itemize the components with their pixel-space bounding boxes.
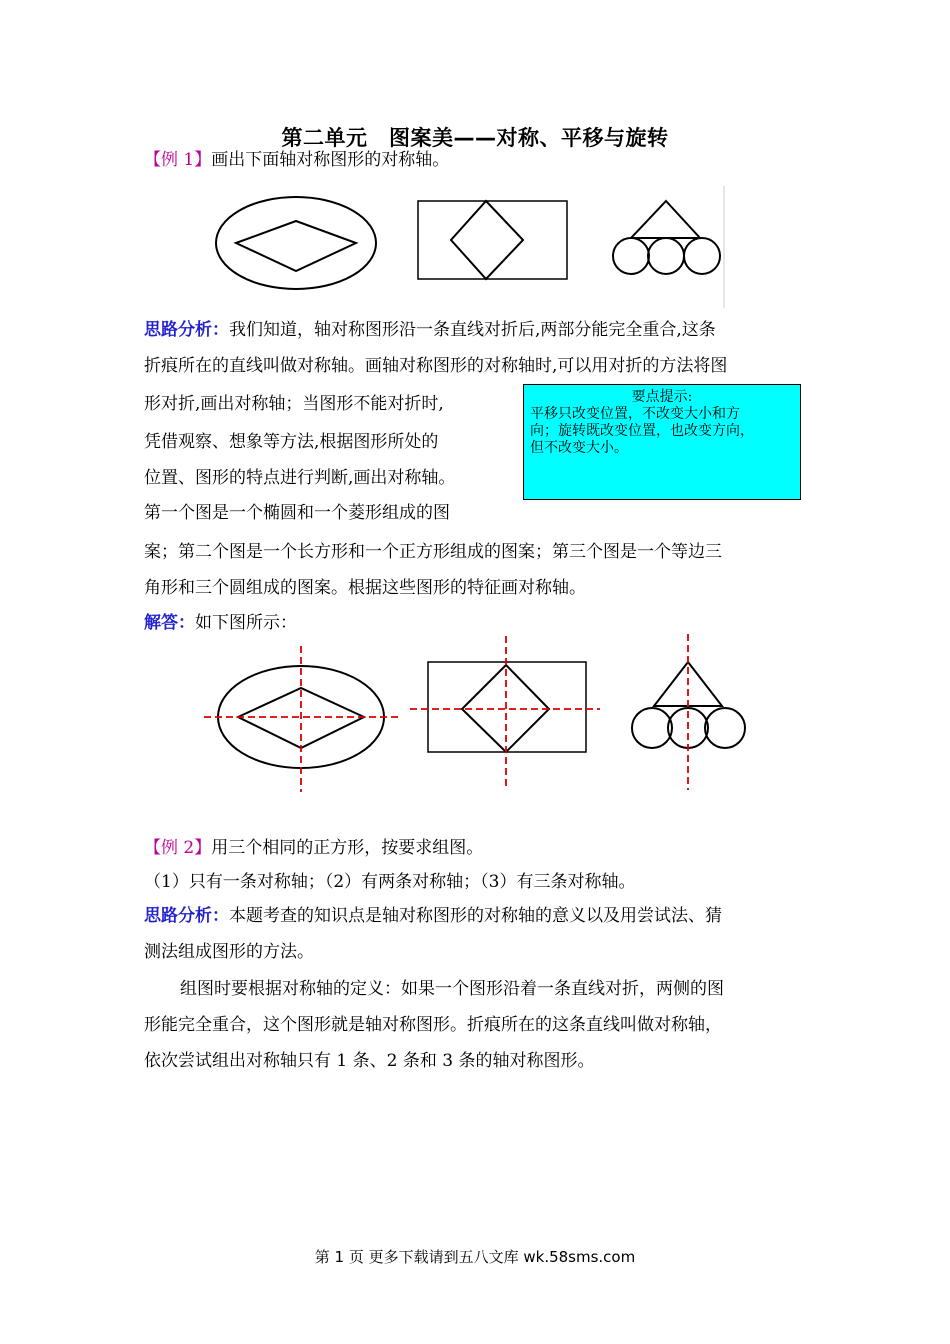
analysis1-line6: 第一个图是一个椭圆和一个菱形组成的图 bbox=[144, 503, 450, 523]
analysis1-line8: 角形和三个圆组成的图案。根据这些图形的特征画对称轴。 bbox=[144, 578, 586, 598]
answer1-text: 如下图所示： bbox=[195, 613, 297, 633]
tip-line3: 但不改变大小。 bbox=[530, 440, 628, 456]
analysis2-line4: 形能完全重合，这个图形就是轴对称图形。折痕所在的这条直线叫做对称轴， bbox=[144, 1015, 722, 1035]
example2-line bbox=[144, 838, 483, 858]
answer1-label: 解答： bbox=[144, 613, 195, 633]
analysis2-line2: 测法组成图形的方法。 bbox=[144, 942, 314, 962]
analysis2-label: 思路分析： bbox=[144, 906, 229, 926]
example1-question: 画出下面轴对称图形的对称轴。 bbox=[211, 150, 450, 170]
page-footer: 第 1 页 更多下载请到五八文库 wk.58sms.com bbox=[314, 1248, 636, 1266]
analysis1-line3: 形对折,画出对称轴；当图形不能对折时, bbox=[144, 394, 444, 414]
example2-question: 用三个相同的正方形，按要求组图。 bbox=[211, 838, 484, 858]
analysis1-label: 思路分析： bbox=[144, 320, 229, 340]
tip-line2: 向；旋转既改变位置，也改变方向， bbox=[530, 423, 754, 439]
example2-requirements: （1）只有一条对称轴；（2）有两条对称轴；（3）有三条对称轴。 bbox=[144, 872, 636, 892]
ans-fig2-rectangle bbox=[428, 662, 586, 752]
ans-fig3-circle-right bbox=[705, 708, 745, 748]
analysis2-line5: 依次尝试组出对称轴只有 1 条、2 条和 3 条的轴对称图形。 bbox=[144, 1051, 595, 1071]
analysis2-line1 bbox=[144, 906, 722, 926]
analysis2-text1: 本题考查的知识点是轴对称图形的对称轴的意义以及用尝试法、猜 bbox=[229, 906, 722, 926]
analysis1-line5: 位置、图形的特点进行判断,画出对称轴。 bbox=[144, 468, 456, 488]
analysis1-text1: 我们知道，轴对称图形沿一条直线对折后,两部分能完全重合,这条 bbox=[229, 320, 716, 340]
ans-fig3-circle-left bbox=[632, 708, 672, 748]
analysis2-line3: 组图时要根据对称轴的定义：如果一个图形沿着一条直线对折，两侧的图 bbox=[180, 979, 724, 999]
example2-tag: 【例 2】 bbox=[144, 838, 212, 858]
analysis1-line2: 折痕所在的直线叫做对称轴。画轴对称图形的对称轴时,可以用对折的方法将图 bbox=[144, 356, 728, 376]
analysis1-line4: 凭借观察、想象等方法,根据图形所处的 bbox=[144, 432, 439, 452]
example1-tag: 【例 1】 bbox=[144, 150, 212, 170]
tip-title: 要点提示: bbox=[631, 389, 693, 405]
analysis1-line7: 案；第二个图是一个长方形和一个正方形组成的图案；第三个图是一个等边三 bbox=[144, 542, 722, 562]
page-title: 第二单元 图案美——对称、平移与旋转 bbox=[281, 126, 669, 150]
tip-line1: 平移只改变位置，不改变大小和方 bbox=[530, 406, 740, 422]
